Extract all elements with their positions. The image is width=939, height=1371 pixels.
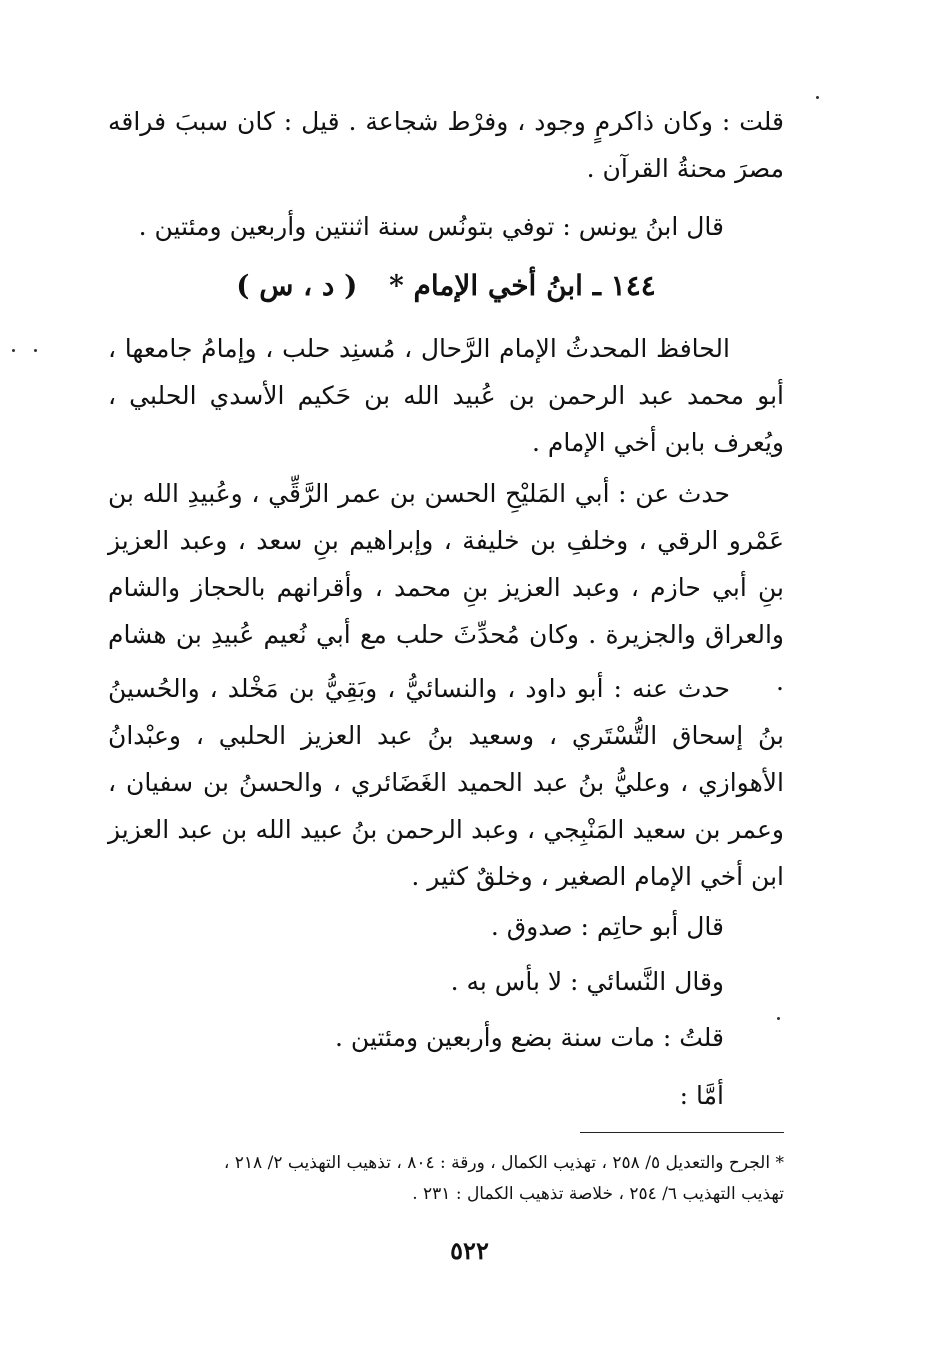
print-speck	[777, 1017, 780, 1020]
abu-hatim-statement: قال أبو حاتِم : صدوق .	[490, 912, 724, 941]
footnote-line: تهذيب التهذيب ٦/ ٢٥٤ ، خلاصة تذهيب الكمال : ٢٣١ .	[412, 1184, 784, 1204]
page-number: ٥٢٢	[450, 1236, 489, 1265]
print-speck	[12, 349, 15, 352]
print-speck	[34, 349, 37, 352]
footnote-line: * الجرح والتعديل ٥/ ٢٥٨ ، تهذيب الكمال ، ورقة : ٨٠٤ ، تذهيب التهذيب ٢/ ٢١٨ ،	[223, 1153, 784, 1173]
footnote-divider	[580, 1132, 784, 1133]
teachers-paragraph: حدث عن : أبي المَليْحِ الحسن بن عمر الرَّقِّي ، وعُبيدِ الله بن عَمْرو الرقي ، وخلفِ بن خليفة ، وإبراهيم بنِ سعد ، وعبد العزيز بنِ أبي حازم ، وعبد العزيز بنِ محمد ، وأقرانهم بالحجاز والشام والعراق والجزيرة . وكان مُحدِّثَ حلب مع أبي نُعيم عُبيدِ بن هشام .	[108, 479, 784, 696]
print-speck	[816, 96, 819, 99]
students-paragraph-block	[108, 665, 784, 900]
top-paragraph: قلت : وكان ذاكرمٍ وجود ، وفرْط شجاعة . قيل : كان سببَ فراقه مصرَ محنةُ القرآن .	[108, 107, 784, 183]
footnote	[108, 1148, 784, 1210]
biography-paragraph-block	[108, 325, 784, 466]
top-paragraph-block	[108, 98, 784, 192]
entry-title: ١٤٤ ـ ابنُ أخي الإمام *	[389, 269, 656, 302]
entry-sigla: ( د ، س )	[236, 269, 358, 302]
ibn-yunus-line: قال ابنُ يونس : توفي بتونُس سنة اثنتين وأربعين ومئتين .	[138, 212, 724, 241]
nasai-statement: وقال النَّسائي : لا بأس به .	[450, 967, 724, 996]
death-statement: قلتُ : مات سنة بضع وأربعين ومئتين .	[335, 1023, 724, 1052]
amma-statement: أمَّا :	[679, 1081, 724, 1110]
students-paragraph: حدث عنه : أبو داود ، والنسائيُّ ، وبَقِيُّ بن مَخْلد ، والحُسينُ بنُ إسحاق التُّسْتَري ، وسعيد بنُ عبد العزيز الحلبي ، وعبْدانُ الأهوازي ، وعليُّ بنُ عبد الحميد الغَضَائري ، والحسنُ بن سفيان ، وعمر بن سعيد المَنْبِجي ، وعبد الرحمن بنُ عبيد الله بن عبد العزيز ابن أخي الإمام الصغير ، وخلقٌ كثير .	[108, 674, 784, 891]
entry-heading	[108, 262, 784, 310]
biography-paragraph: الحافظ المحدثُ الإمام الرَّحال ، مُسنِد حلب ، وإمامُ جامعها ، أبو محمد عبد الرحمن بن عُبيد الله بن حَكيم الأسدي الحلبي ، ويُعرف بابن أخي الإمام .	[108, 334, 784, 457]
